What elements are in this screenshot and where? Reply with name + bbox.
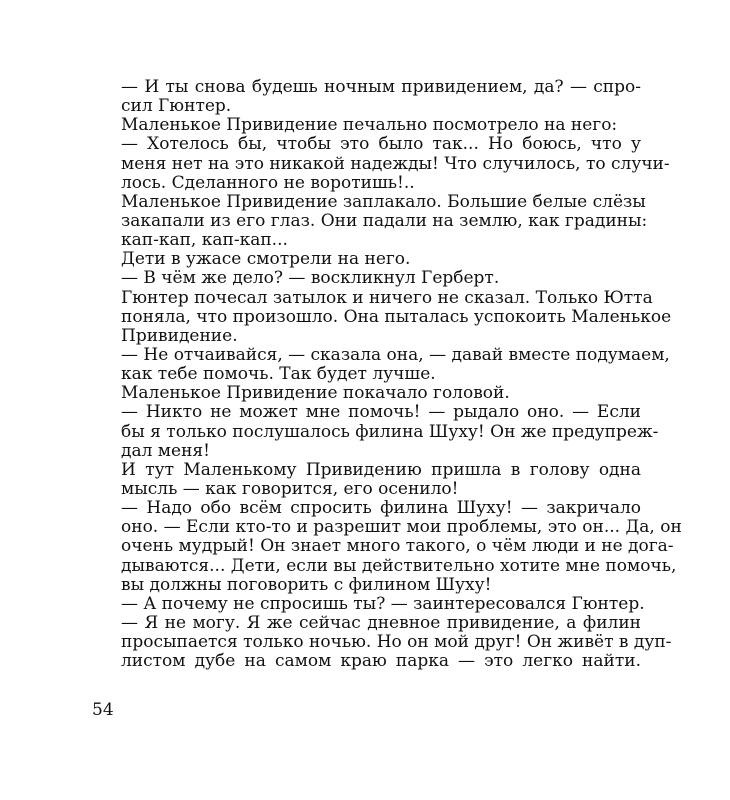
text-line: — Я не могу. Я же сейчас дневное привидение, а филин bbox=[121, 612, 641, 633]
text-line: кап-кап, кап-кап... bbox=[121, 230, 288, 251]
text-line: — Надо обо всём спросить филина Шуху! — закричало bbox=[121, 498, 641, 519]
text-line: Маленькое Привидение печально посмотрело на него: bbox=[121, 115, 618, 136]
text-line: И тут Маленькому Привидению пришла в голову одна bbox=[121, 459, 641, 480]
text-line: — Не отчаивайся, — сказала она, — давай вместе подумаем, bbox=[121, 344, 670, 365]
text-line: бы я только послушалось филина Шуху! Он же предупреж- bbox=[121, 421, 659, 442]
text-line: Гюнтер почесал затылок и ничего не сказал. Только Ютта bbox=[121, 287, 653, 308]
text-line: — Никто не может мне помочь! — рыдало оно. — Если bbox=[121, 402, 641, 423]
text-line: — Хотелось бы, чтобы это было так... Но боюсь, что у bbox=[121, 134, 641, 155]
text-line: сил Гюнтер. bbox=[121, 96, 232, 117]
text-line: дал меня! bbox=[121, 440, 210, 461]
text-line: Дети в ужасе смотрели на него. bbox=[121, 249, 411, 270]
text-line: Привидение. bbox=[121, 325, 238, 346]
text-line: вы должны поговорить с филином Шуху! bbox=[121, 574, 492, 595]
text-line: — А почему не спросишь ты? — заинтересовался Гюнтер. bbox=[121, 593, 645, 614]
text-line: дываются... Дети, если вы действительно хотите мне помочь, bbox=[121, 555, 677, 576]
text-line: оно. — Если кто-то и разрешит мои проблемы, это он... Да, он bbox=[121, 517, 682, 538]
text-line: закапали из его глаз. Они падали на землю, как градины: bbox=[121, 210, 648, 231]
text-line: очень мудрый! Он знает много такого, о чём люди и не дога- bbox=[121, 536, 674, 557]
text-line: листом дубе на самом краю парка — это легко найти. bbox=[121, 651, 641, 672]
body-text bbox=[121, 77, 682, 672]
text-line: — И ты снова будешь ночным привидением, да? — спро- bbox=[121, 77, 641, 97]
text-line: Маленькое Привидение покачало головой. bbox=[121, 383, 510, 404]
text-line: мысль — как говорится, его осенило! bbox=[121, 478, 459, 499]
text-line: как тебе помочь. Так будет лучше. bbox=[121, 364, 436, 385]
text-line: лось. Сделанного не воротишь!.. bbox=[121, 172, 415, 193]
page-number: 54 bbox=[92, 700, 114, 720]
text-line: поняла, что произошло. Она пыталась успокоить Маленькое bbox=[121, 306, 672, 327]
text-line: просыпается только ночью. Но он мой друг! Он живёт в дуп- bbox=[121, 632, 672, 653]
text-line: Маленькое Привидение заплакало. Большие белые слёзы bbox=[121, 191, 646, 212]
text-line: — В чём же дело? — воскликнул Герберт. bbox=[121, 268, 500, 289]
text-line: меня нет на это никакой надежды! Что случилось, то случи- bbox=[121, 153, 670, 174]
